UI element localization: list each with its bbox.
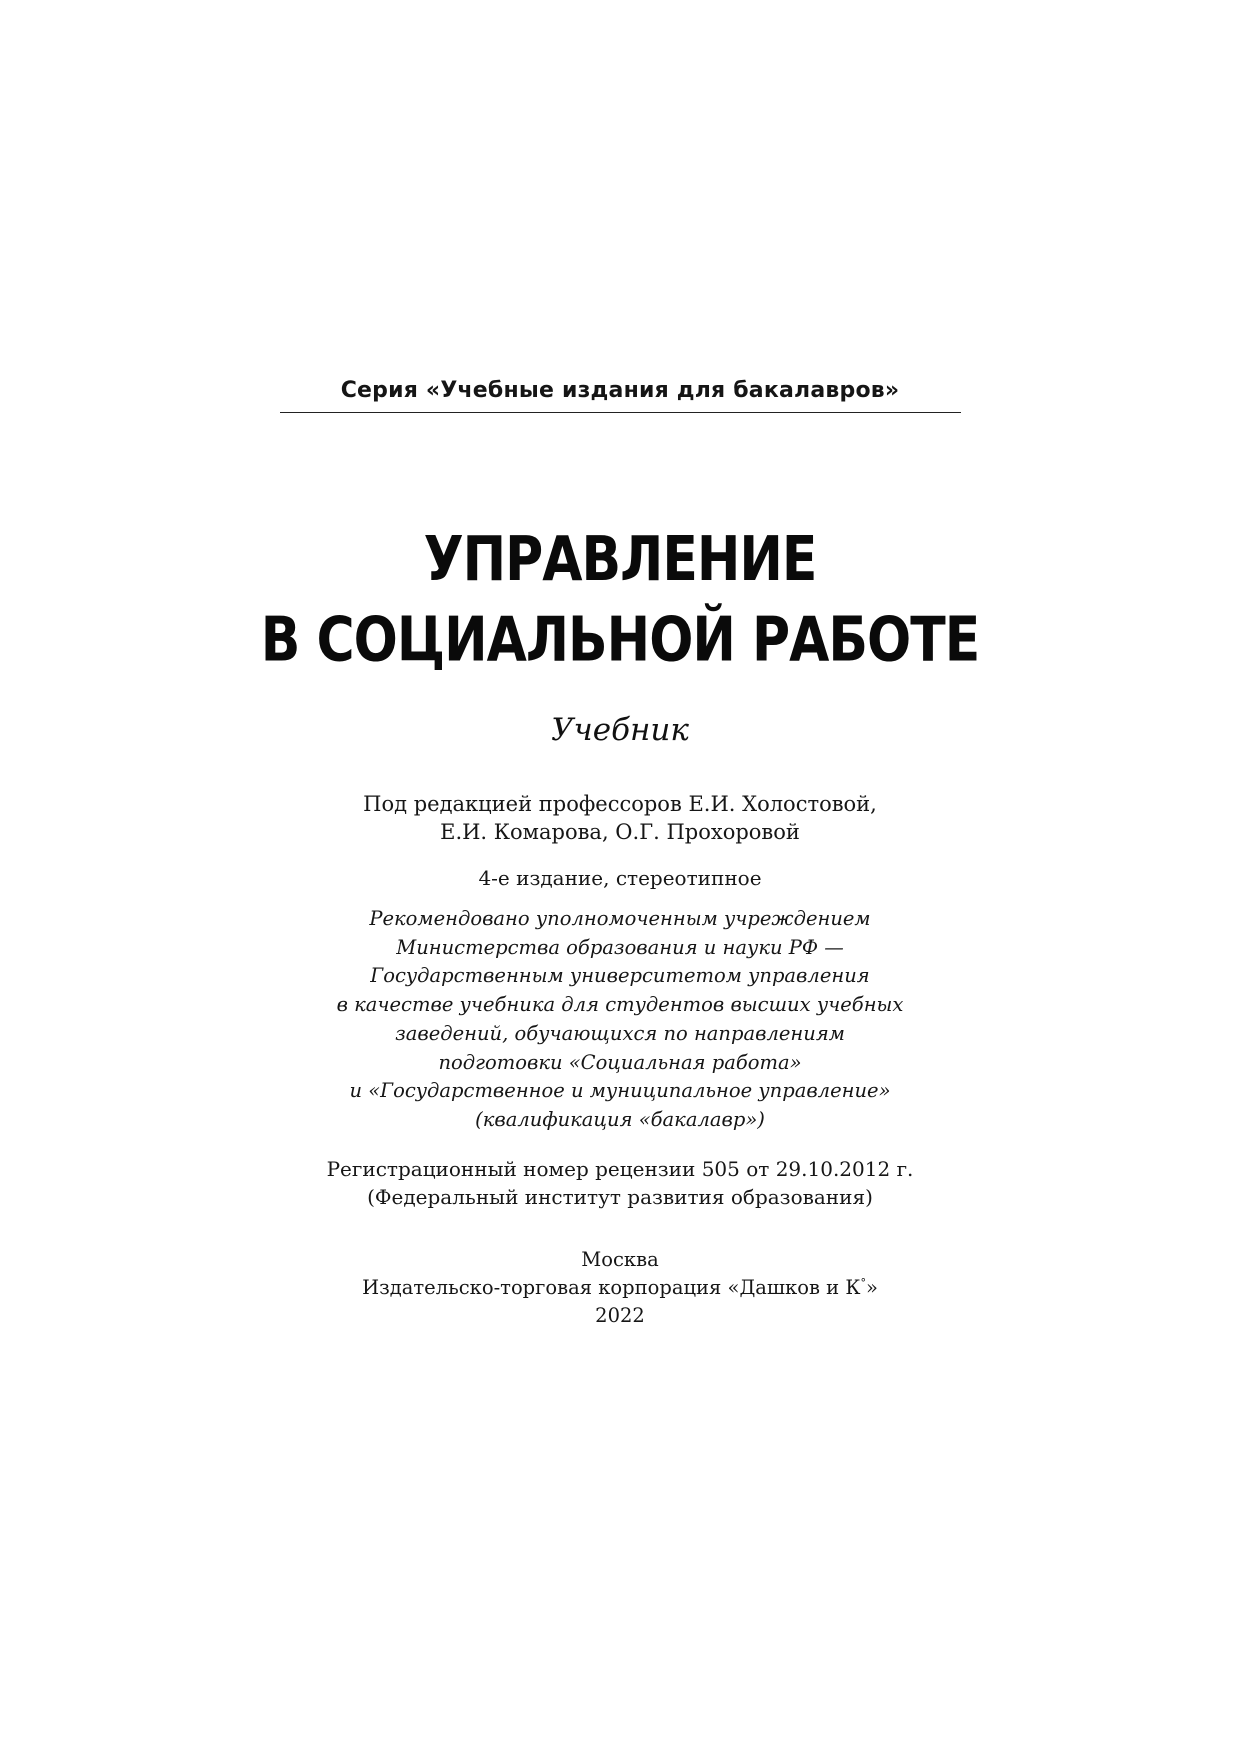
book-title-line-2: В СОЦИАЛЬНОЙ РАБОТЕ bbox=[260, 604, 980, 676]
publisher-closing-quote: » bbox=[865, 1276, 878, 1299]
recommendation-line: (квалификация «бакалавр») bbox=[475, 1107, 765, 1131]
book-type: Учебник bbox=[551, 712, 689, 748]
series-title: Серия «Учебные издания для бакалавров» bbox=[340, 378, 900, 403]
book-title bbox=[160, 520, 1080, 680]
editors-line-1: Под редакцией профессоров Е.И. Холостовой, bbox=[363, 792, 877, 816]
recommendation-line: заведений, обучающихся по направлениям bbox=[395, 1021, 845, 1045]
recommendation-line: Министерства образования и науки РФ — bbox=[396, 935, 844, 959]
recommendation-line: Государственным университетом управления bbox=[370, 964, 870, 988]
review-line-1: Регистрационный номер рецензии 505 от 29.10.2012 г. bbox=[326, 1157, 914, 1181]
recommendation-line: и «Государственное и муниципальное управление» bbox=[349, 1079, 891, 1103]
publisher-name: Издательско-торговая корпорация «Дашков и К bbox=[362, 1276, 861, 1299]
editors bbox=[260, 790, 980, 846]
imprint-city: Москва bbox=[581, 1248, 659, 1271]
series-divider bbox=[280, 412, 961, 413]
imprint-publisher bbox=[260, 1274, 980, 1302]
publisher-degree-mark: ° bbox=[860, 1276, 866, 1290]
review-line-2: (Федеральный институт развития образования) bbox=[367, 1185, 873, 1209]
editors-line-2: Е.И. Комарова, О.Г. Прохоровой bbox=[440, 820, 800, 844]
recommendation-note bbox=[260, 905, 980, 1135]
book-title-line-1: УПРАВЛЕНИЕ bbox=[423, 524, 817, 596]
imprint bbox=[260, 1246, 980, 1330]
recommendation-line: в качестве учебника для студентов высших учебных bbox=[336, 993, 904, 1017]
imprint-year: 2022 bbox=[595, 1304, 645, 1327]
edition-note: 4-е издание, стереотипное bbox=[478, 866, 762, 890]
recommendation-line: подготовки «Социальная работа» bbox=[438, 1050, 802, 1074]
review-registration bbox=[260, 1155, 980, 1211]
recommendation-line: Рекомендовано уполномоченным учреждением bbox=[369, 907, 871, 930]
